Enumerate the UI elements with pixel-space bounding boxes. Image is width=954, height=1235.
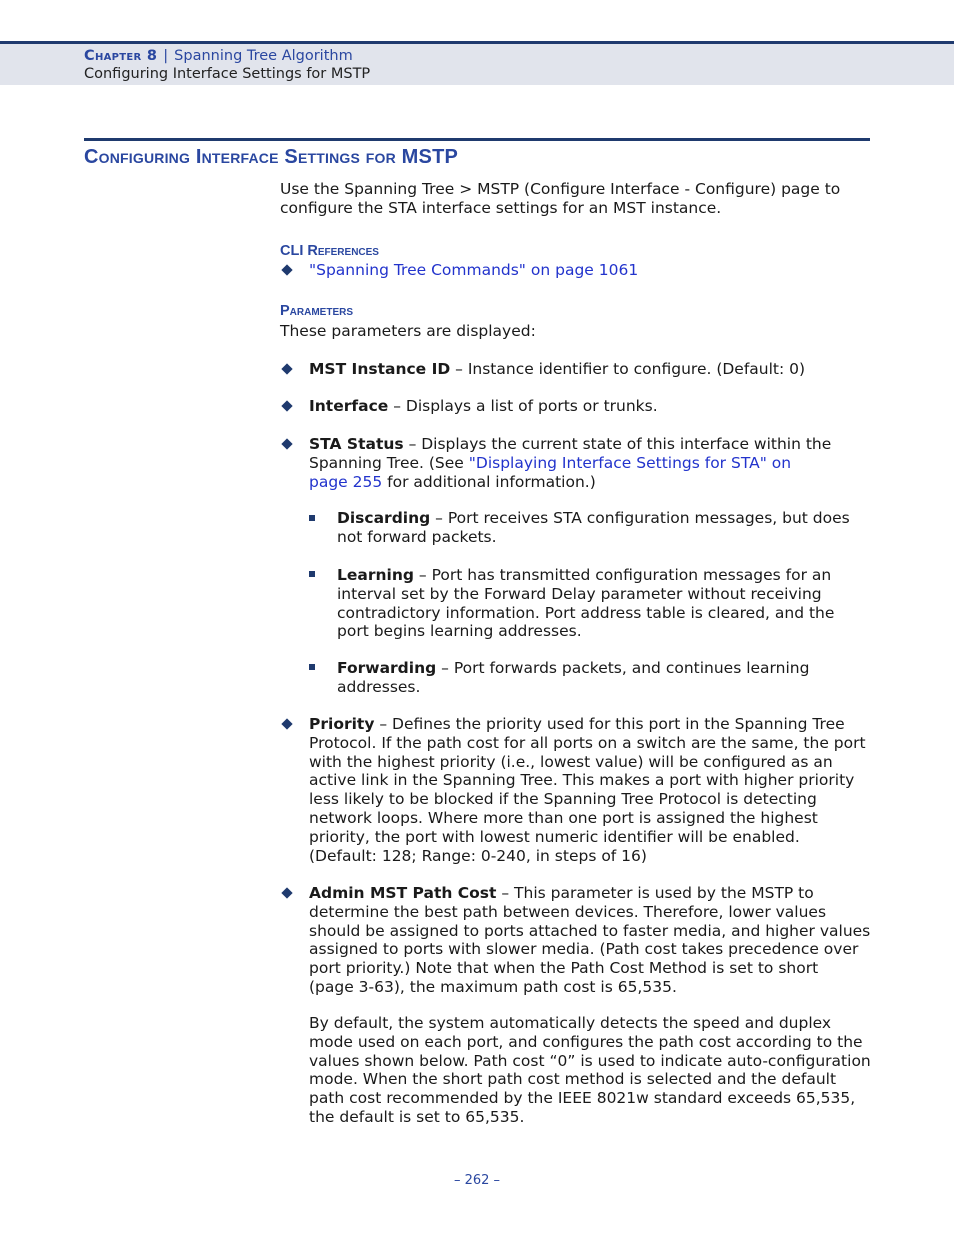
intro-line-1: Use the Spanning Tree > MSTP (Configure Interface - Configure) page to <box>280 180 841 198</box>
param-desc: – This parameter is used by the MSTP to <box>496 884 814 902</box>
page-number: – 262 – <box>453 1173 501 1188</box>
text-line <box>309 454 831 473</box>
page-255-link[interactable]: page 255 <box>309 472 383 491</box>
text-line: values shown below. Path cost “0” is used to indicate auto-configuration <box>309 1051 871 1070</box>
chapter-label: Chapter 8 <box>84 48 158 64</box>
intro-line-2: configure the STA interface settings for an MST instance. <box>280 199 722 217</box>
text-line <box>337 566 834 585</box>
text-line: network loops. Where more than one port is assigned the highest <box>309 808 818 827</box>
running-header <box>0 41 954 85</box>
section-title: Configuring Interface Settings for MSTP <box>84 146 459 168</box>
state-forwarding <box>337 659 809 697</box>
state-term: Discarding <box>337 509 431 527</box>
param-sta-status <box>309 435 831 491</box>
text-line: less likely to be blocked if the Spanning Tree Protocol is detecting <box>309 790 817 809</box>
param-desc: – Instance identifier to configure. (Default: 0) <box>450 360 806 378</box>
state-term: Learning <box>337 566 414 584</box>
text-line: not forward packets. <box>337 527 497 546</box>
text-line: addresses. <box>337 677 421 696</box>
title-rule <box>84 138 870 141</box>
text-line <box>309 435 831 454</box>
text-line: port begins learning addresses. <box>337 622 582 641</box>
text-line: mode. When the short path cost method is selected and the default <box>309 1070 837 1089</box>
parameters-heading: Parameters <box>280 303 354 319</box>
text-line <box>309 473 831 492</box>
text-line: (Default: 128; Range: 0-240, in steps of 16) <box>309 846 647 865</box>
text-line <box>309 715 866 734</box>
bullet-diamond-icon <box>281 438 292 449</box>
bullet-square-icon <box>309 571 315 577</box>
text-line: determine the best path between devices. Therefore, lower values <box>309 902 827 921</box>
text-line: By default, the system automatically detects the speed and duplex <box>309 1014 832 1032</box>
bullet-diamond-icon <box>281 400 292 411</box>
text-line: priority, the port with lowest numeric identifier will be enabled. <box>309 827 800 846</box>
text-line <box>337 659 809 678</box>
text-line: with the highest priority (i.e., lowest value) will be configured as an <box>309 752 833 771</box>
param-priority <box>309 715 866 865</box>
bullet-square-icon <box>309 664 315 670</box>
bullet-diamond-icon <box>281 718 292 729</box>
cli-reference-link[interactable]: "Spanning Tree Commands" on page 1061 <box>309 261 639 279</box>
header-subtitle: Configuring Interface Settings for MSTP <box>84 66 371 82</box>
header-separator: | <box>163 48 169 64</box>
text-line: port priority.) Note that when the Path Cost Method is set to short <box>309 959 819 978</box>
param-mst-instance-id <box>309 360 805 379</box>
text-line <box>309 884 870 903</box>
param-term: Admin MST Path Cost <box>309 884 497 902</box>
text-line: Protocol. If the path cost for all ports on a switch are the same, the port <box>309 733 866 752</box>
text-line: path cost recommended by the IEEE 8021w standard exceeds 65,535, <box>309 1089 856 1108</box>
text-line: the default is set to 65,535. <box>309 1107 525 1126</box>
chapter-line <box>84 48 353 64</box>
text-line <box>337 509 850 528</box>
param-desc: – Defines the priority used for this port in the Spanning Tree <box>374 715 845 733</box>
text-line: interval set by the Forward Delay parameter without receiving <box>337 584 822 603</box>
param-desc: – Displays the current state of this interface within the <box>403 435 832 453</box>
text-line: should be assigned to ports attached to faster media, and higher values <box>309 921 871 940</box>
parameters-intro: These parameters are displayed: <box>280 322 536 340</box>
text-line: assigned to ports with slower media. (Path cost takes precedence over <box>309 940 859 959</box>
param-term: MST Instance ID <box>309 360 451 378</box>
bullet-diamond-icon <box>281 264 292 275</box>
param-term: Interface <box>309 397 389 415</box>
bullet-square-icon <box>309 515 315 521</box>
param-term: STA Status <box>309 435 404 453</box>
param-interface <box>309 397 658 416</box>
param-admin-mst-path-cost <box>309 884 870 997</box>
path-cost-default-paragraph <box>309 1014 871 1127</box>
param-desc: Spanning Tree. (See <box>309 453 469 472</box>
state-desc: – Port forwards packets, and continues learning <box>436 659 810 677</box>
param-term: Priority <box>309 715 375 733</box>
sta-settings-link[interactable]: "Displaying Interface Settings for STA" on <box>468 453 792 472</box>
param-desc: for additional information.) <box>382 472 596 491</box>
text-line: active link in the Spanning Tree. This makes a port with higher priority <box>309 771 855 790</box>
bullet-diamond-icon <box>281 887 292 898</box>
state-desc: – Port has transmitted configuration messages for an <box>413 566 832 584</box>
text-line: contradictory information. Port address table is cleared, and the <box>337 603 835 622</box>
cli-references-heading: CLI References <box>280 243 379 259</box>
bullet-diamond-icon <box>281 363 292 374</box>
text-line: mode used on each port, and configures the path cost according to the <box>309 1032 863 1051</box>
text-line: (page 3-63), the maximum path cost is 65,535. <box>309 977 677 996</box>
chapter-title: Spanning Tree Algorithm <box>174 48 353 64</box>
param-desc: – Displays a list of ports or trunks. <box>388 397 658 415</box>
state-term: Forwarding <box>337 659 437 677</box>
state-learning <box>337 566 834 641</box>
state-desc: – Port receives STA configuration messages, but does <box>430 509 850 527</box>
state-discarding <box>337 509 850 547</box>
